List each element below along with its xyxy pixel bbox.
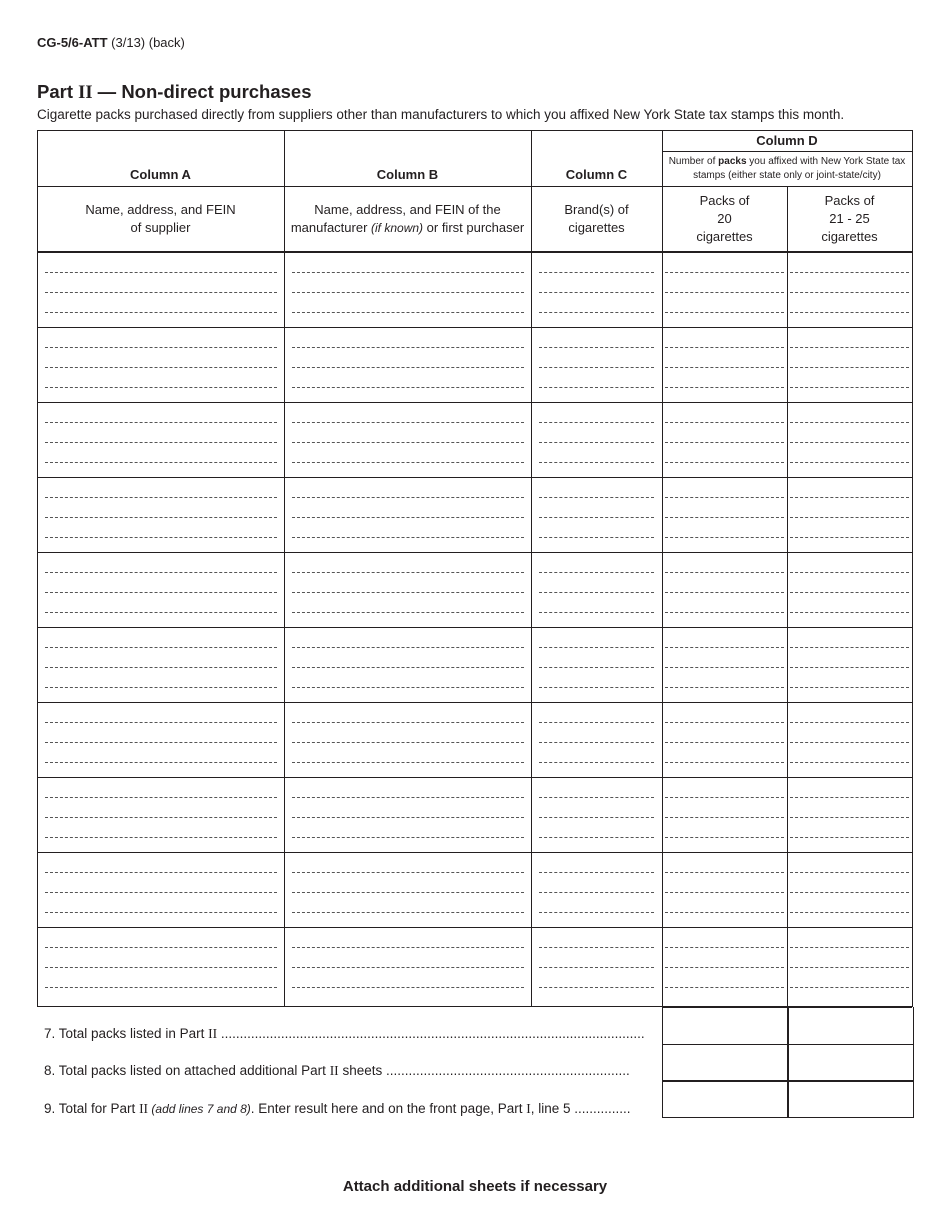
column-divider-d1d2 <box>787 186 788 1007</box>
row-divider <box>37 777 913 778</box>
entry-line <box>45 573 277 593</box>
entry-line <box>790 443 909 463</box>
column-d1-desc-line2: 20 <box>717 210 732 226</box>
entry-line <box>292 443 524 463</box>
entry-manufacturer-field[interactable] <box>292 872 524 910</box>
entry-line <box>665 743 784 763</box>
entry-line <box>665 798 784 818</box>
table-border-right <box>912 130 913 1007</box>
entry-packs-21-25-field[interactable] <box>790 572 909 610</box>
header-bottom <box>37 251 913 253</box>
line8-label: 8. Total packs listed on attached additional Part <box>44 1063 330 1078</box>
entry-packs-21-25-field[interactable] <box>790 722 909 760</box>
entry-line <box>45 498 277 518</box>
entry-line <box>539 723 654 743</box>
column-d1-desc-line3: cigarettes <box>696 228 753 244</box>
entry-line <box>292 968 524 988</box>
line7-packs-21-25-input[interactable] <box>787 1007 914 1045</box>
table-border-left <box>37 130 38 1007</box>
form-revision: (3/13) (back) <box>111 35 185 50</box>
entry-manufacturer-field[interactable] <box>292 947 524 985</box>
entry-line <box>539 273 654 293</box>
total-line-8 <box>44 1063 630 1079</box>
entry-packs-20-field[interactable] <box>665 647 784 685</box>
entry-line <box>539 423 654 443</box>
column-c-desc-line1: Brand(s) of <box>564 201 629 217</box>
entry-brand-field[interactable] <box>539 572 654 610</box>
entry-line <box>45 423 277 443</box>
row-divider <box>37 627 913 628</box>
entry-line <box>292 798 524 818</box>
entry-line <box>790 593 909 613</box>
column-b-desc-line2 <box>291 219 524 237</box>
entry-manufacturer-field[interactable] <box>292 722 524 760</box>
row-divider <box>37 702 913 703</box>
entry-line <box>292 573 524 593</box>
entry-line <box>45 798 277 818</box>
entry-packs-20-field[interactable] <box>665 947 784 985</box>
entry-line <box>45 948 277 968</box>
entry-line <box>539 648 654 668</box>
entry-line <box>665 293 784 313</box>
entry-line <box>665 273 784 293</box>
entry-line <box>539 518 654 538</box>
line8-roman: II <box>329 1063 339 1078</box>
entry-line <box>665 348 784 368</box>
entry-brand-field[interactable] <box>539 497 654 535</box>
row-divider <box>37 552 913 553</box>
column-d2-desc-line2: 21 - 25 <box>829 210 870 226</box>
entry-line <box>292 368 524 388</box>
purchases-table <box>37 130 913 1007</box>
entry-line <box>665 423 784 443</box>
column-c-description <box>531 186 662 251</box>
entry-packs-20-field[interactable] <box>665 422 784 460</box>
entry-line <box>790 968 909 988</box>
column-divider-cd <box>662 130 663 1007</box>
row-divider <box>37 327 913 328</box>
entry-line <box>45 593 277 613</box>
entry-line <box>45 273 277 293</box>
entry-line <box>292 593 524 613</box>
entry-supplier-field[interactable] <box>45 347 277 385</box>
entry-line <box>665 818 784 838</box>
entry-packs-21-25-field[interactable] <box>790 947 909 985</box>
line8-post: sheets <box>338 1063 383 1078</box>
entry-line <box>539 293 654 313</box>
entry-line <box>45 293 277 313</box>
entry-brand-field[interactable] <box>539 722 654 760</box>
entry-line <box>539 593 654 613</box>
entry-line <box>790 498 909 518</box>
entry-line <box>539 798 654 818</box>
line9-post2: , line 5 <box>530 1101 571 1116</box>
entry-line <box>45 368 277 388</box>
entry-line <box>665 948 784 968</box>
entry-line <box>539 348 654 368</box>
entry-line <box>292 293 524 313</box>
entry-packs-21-25-field[interactable] <box>790 872 909 910</box>
entry-line <box>665 593 784 613</box>
entry-line <box>292 498 524 518</box>
entry-line <box>45 648 277 668</box>
entry-packs-20-field[interactable] <box>665 722 784 760</box>
entry-line <box>45 348 277 368</box>
line8-packs-21-25-input[interactable] <box>787 1044 914 1082</box>
entry-line <box>292 273 524 293</box>
column-b-desc-2a: manufacturer <box>290 219 372 235</box>
column-b-description <box>284 186 531 251</box>
column-d2-description <box>787 186 912 251</box>
entry-line <box>45 723 277 743</box>
column-b-desc-line1: Name, address, and FEIN of the <box>314 201 501 217</box>
column-b-title: Column B <box>376 167 439 182</box>
entry-packs-20-field[interactable] <box>665 872 784 910</box>
entry-line <box>790 723 909 743</box>
entry-line <box>539 968 654 988</box>
part-title-suffix: — Non-direct purchases <box>92 81 312 102</box>
column-b-desc-2c: or first purchaser <box>423 219 525 235</box>
entry-packs-20-field[interactable] <box>665 572 784 610</box>
entry-line <box>539 443 654 463</box>
line9-packs-20-input[interactable] <box>662 1082 789 1118</box>
column-d2-desc-line3: cigarettes <box>821 228 878 244</box>
entry-supplier-field[interactable] <box>45 422 277 460</box>
column-d-note <box>662 151 912 186</box>
entry-line <box>292 948 524 968</box>
entry-manufacturer-field[interactable] <box>292 647 524 685</box>
entry-line <box>790 573 909 593</box>
column-a-title: Column A <box>130 167 191 182</box>
entry-line <box>45 873 277 893</box>
entry-line <box>665 668 784 688</box>
entry-line <box>45 743 277 763</box>
entry-packs-21-25-field[interactable] <box>790 497 909 535</box>
entry-line <box>665 368 784 388</box>
entry-supplier-field[interactable] <box>45 722 277 760</box>
entry-line <box>665 573 784 593</box>
line9-roman: II <box>139 1101 149 1116</box>
line9-leader: ............... <box>570 1101 631 1116</box>
form-identifier <box>37 35 185 50</box>
entry-supplier-field[interactable] <box>45 872 277 910</box>
entry-line <box>45 968 277 988</box>
entry-line <box>539 893 654 913</box>
entry-line <box>539 368 654 388</box>
column-d-note-post: you affixed with New York State tax stamps (either state only or joint-state/city) <box>693 155 906 181</box>
line7-packs-20-input[interactable] <box>662 1007 789 1045</box>
part-title-prefix: Part <box>37 81 79 102</box>
entry-line <box>665 518 784 538</box>
entry-line <box>292 518 524 538</box>
entry-packs-21-25-field[interactable] <box>790 347 909 385</box>
entry-line <box>790 423 909 443</box>
part-title-roman: II <box>78 83 93 103</box>
column-divider-bc <box>531 130 532 1007</box>
attach-sheets-note: Attach additional sheets if necessary <box>342 1178 608 1195</box>
entry-line <box>539 743 654 763</box>
entry-supplier-field[interactable] <box>45 647 277 685</box>
line9-italic: (add lines 7 and 8) <box>148 1102 251 1116</box>
column-a-desc-line1: Name, address, and FEIN <box>85 201 236 217</box>
entry-brand-field[interactable] <box>539 272 654 310</box>
line9-label: 9. Total for Part <box>44 1101 140 1116</box>
entry-line <box>665 968 784 988</box>
column-d-title: Column D <box>756 132 818 148</box>
entry-line <box>790 668 909 688</box>
entry-line <box>790 873 909 893</box>
entry-line <box>45 518 277 538</box>
entry-line <box>790 368 909 388</box>
entry-supplier-field[interactable] <box>45 272 277 310</box>
entry-line <box>790 293 909 313</box>
entry-line <box>45 668 277 688</box>
entry-line <box>539 573 654 593</box>
column-d2-desc-line1: Packs of <box>824 192 875 208</box>
entry-line <box>292 348 524 368</box>
entry-packs-21-25-field[interactable] <box>790 797 909 835</box>
entry-line <box>539 948 654 968</box>
entry-supplier-field[interactable] <box>45 797 277 835</box>
entry-line <box>292 893 524 913</box>
entry-line <box>790 648 909 668</box>
entry-manufacturer-field[interactable] <box>292 797 524 835</box>
row-divider <box>37 927 913 928</box>
line8-packs-20-input[interactable] <box>662 1044 789 1082</box>
entry-line <box>665 873 784 893</box>
column-a-desc-line2: of supplier <box>130 219 191 235</box>
line8-leader: ................................................................. <box>382 1063 630 1078</box>
line7-label: 7. Total packs listed in Part <box>44 1026 209 1041</box>
entry-line <box>539 818 654 838</box>
entry-line <box>665 648 784 668</box>
total-line-9 <box>44 1101 631 1117</box>
entry-line <box>665 893 784 913</box>
entry-line <box>292 743 524 763</box>
entry-line <box>539 668 654 688</box>
column-c-desc-line2: cigarettes <box>568 219 625 235</box>
column-divider-ab <box>284 130 285 1007</box>
entry-line <box>790 818 909 838</box>
entry-line <box>790 948 909 968</box>
entry-manufacturer-field[interactable] <box>292 572 524 610</box>
entry-packs-20-field[interactable] <box>665 797 784 835</box>
line9-packs-21-25-input[interactable] <box>787 1082 914 1118</box>
entry-packs-20-field[interactable] <box>665 347 784 385</box>
entry-supplier-field[interactable] <box>45 572 277 610</box>
entry-line <box>665 498 784 518</box>
line7-roman: II <box>208 1026 218 1041</box>
column-d1-description <box>662 186 787 251</box>
form-code: CG-5/6-ATT <box>37 35 108 50</box>
entry-packs-21-25-field[interactable] <box>790 647 909 685</box>
entry-line <box>790 798 909 818</box>
entry-line <box>539 873 654 893</box>
entry-supplier-field[interactable] <box>45 497 277 535</box>
row-divider <box>37 402 913 403</box>
part-description: Cigarette packs purchased directly from suppliers other than manufacturers to which you affixed New York State tax stamps this month. <box>37 107 845 122</box>
row-divider <box>37 477 913 478</box>
entry-line <box>292 723 524 743</box>
column-d1-desc-line1: Packs of <box>699 192 750 208</box>
total-line-7 <box>44 1026 645 1042</box>
entry-line <box>45 443 277 463</box>
column-d-note-pre: Number of <box>668 155 719 167</box>
table-bottom <box>37 1006 663 1007</box>
entry-brand-field[interactable] <box>539 872 654 910</box>
entry-packs-21-25-field[interactable] <box>790 422 909 460</box>
table-border-top <box>37 130 663 131</box>
entry-brand-field[interactable] <box>539 422 654 460</box>
entry-packs-20-field[interactable] <box>665 497 784 535</box>
entry-line <box>790 518 909 538</box>
line7-leader: ................................................................................................................. <box>217 1026 645 1041</box>
entry-brand-field[interactable] <box>539 647 654 685</box>
entry-line <box>665 443 784 463</box>
entry-brand-field[interactable] <box>539 347 654 385</box>
entry-supplier-field[interactable] <box>45 947 277 985</box>
entry-brand-field[interactable] <box>539 797 654 835</box>
entry-line <box>790 348 909 368</box>
row-divider <box>37 852 913 853</box>
entry-packs-21-25-field[interactable] <box>790 272 909 310</box>
entry-line <box>292 818 524 838</box>
entry-manufacturer-field[interactable] <box>292 347 524 385</box>
entry-line <box>292 873 524 893</box>
line9-roman2: I <box>526 1101 531 1116</box>
part-title <box>37 81 312 104</box>
entry-line <box>539 498 654 518</box>
column-c-title: Column C <box>565 167 628 182</box>
entry-packs-20-field[interactable] <box>665 272 784 310</box>
entry-line <box>292 668 524 688</box>
entry-manufacturer-field[interactable] <box>292 497 524 535</box>
column-b-desc-2b: (if known) <box>371 220 424 235</box>
entry-manufacturer-field[interactable] <box>292 272 524 310</box>
entry-line <box>665 723 784 743</box>
entry-line <box>790 273 909 293</box>
entry-line <box>292 423 524 443</box>
entry-line <box>790 893 909 913</box>
entry-manufacturer-field[interactable] <box>292 422 524 460</box>
column-d-note-bold: packs <box>718 155 747 167</box>
entry-line <box>292 648 524 668</box>
entry-brand-field[interactable] <box>539 947 654 985</box>
entry-line <box>790 743 909 763</box>
column-a-description <box>37 186 284 251</box>
entry-line <box>45 893 277 913</box>
line9-post: . Enter result here and on the front page, Part <box>250 1101 527 1116</box>
entry-line <box>45 818 277 838</box>
